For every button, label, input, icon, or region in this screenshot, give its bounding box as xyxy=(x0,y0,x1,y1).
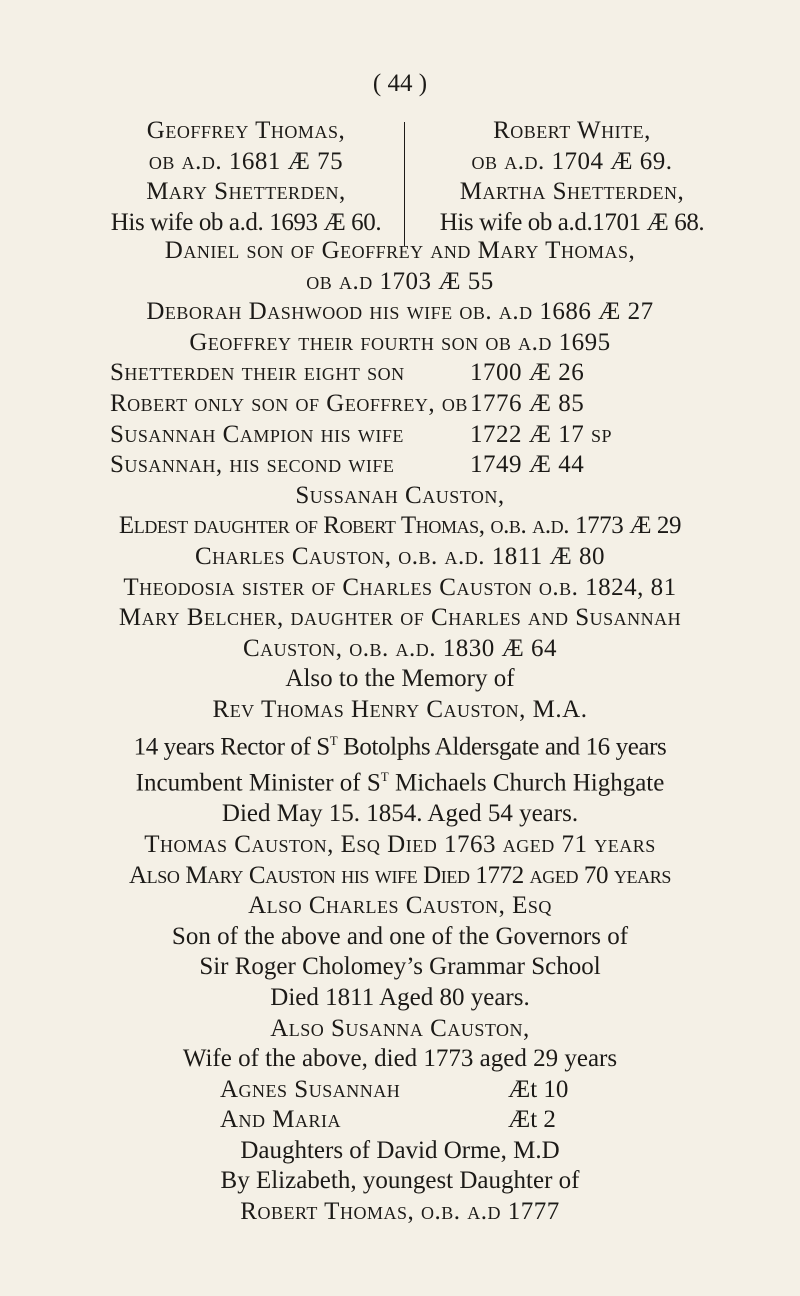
table-value: Æt 2 xyxy=(508,1106,556,1134)
inscription-line: Son of the above and one of the Governors of xyxy=(171,922,629,950)
inscription-line: Geoffrey their fourth son ob a.d 1695 xyxy=(189,328,611,356)
inscription-line: Charles Causton, o.b. a.d. 1811 Æ 80 xyxy=(194,542,606,570)
table-value: 1776 Æ 85 xyxy=(470,389,585,417)
table-row xyxy=(0,1075,800,1106)
inscription-line: Wife of the above, died 1773 aged 29 years xyxy=(182,1045,618,1073)
inscription-line: Daniel son of Geoffrey and Mary Thomas, xyxy=(164,237,636,264)
right-column-line: His wife ob a.d.1701 Æ 68. xyxy=(439,208,705,236)
rector-text-b: Botolphs Aldersgate and 16 years xyxy=(337,732,667,760)
table-value: 1749 Æ 44 xyxy=(470,451,585,479)
inscription-line: By Elizabeth, youngest Daughter of xyxy=(220,1167,580,1195)
inscription-line: Rev Thomas Henry Causton, M.A. xyxy=(212,695,588,723)
table-name: Susannah Campion his wife xyxy=(110,420,404,448)
inscription-line: Died May 15. 1854. Aged 54 years. xyxy=(221,800,579,828)
table-row xyxy=(0,420,800,451)
inscription-line: Causton, o.b. a.d. 1830 Æ 64 xyxy=(242,634,558,662)
table-row xyxy=(0,1105,800,1136)
left-column xyxy=(86,116,406,238)
left-column-line: His wife ob a.d. 1693 Æ 60. xyxy=(110,208,382,236)
right-column-line: Robert White, xyxy=(493,117,651,144)
incumbent-text-b: Michaels Church Highgate xyxy=(388,769,665,797)
left-column-line: Mary Shetterden, xyxy=(146,178,346,206)
table-name: Susannah, his second wife xyxy=(110,451,395,479)
rector-line xyxy=(0,726,800,763)
table-row xyxy=(0,450,800,481)
inscription-line: Died 1811 Aged 80 years. xyxy=(270,983,530,1011)
table-value: 1722 Æ 17 sp xyxy=(470,420,613,448)
table-value: 1700 Æ 26 xyxy=(470,359,585,387)
table-name: Shetterden their eight son xyxy=(110,359,405,387)
left-column-line: Geoffrey Thomas, xyxy=(146,117,346,144)
inscription-line: Also to the Memory of xyxy=(285,665,515,693)
rector-text-a: 14 years Rector of S xyxy=(133,732,330,760)
two-column-header xyxy=(86,116,786,246)
table-row xyxy=(0,358,800,389)
inscription-line: Sussanah Causton, xyxy=(295,481,505,509)
inscription-body xyxy=(0,236,800,1228)
inscription-line: ob a.d 1703 Æ 55 xyxy=(306,267,494,295)
inscription-line: Sir Roger Cholomey’s Grammar School xyxy=(199,953,601,981)
right-column-line: Martha Shetterden, xyxy=(459,178,685,206)
page-number: ( 44 ) xyxy=(372,70,428,97)
table-row xyxy=(0,389,800,420)
left-column-line: ob a.d. 1681 Æ 75 xyxy=(148,147,344,175)
right-column xyxy=(402,116,742,238)
table-value: Æt 10 xyxy=(508,1075,569,1103)
inscription-line: Theodosia sister of Charles Causton o.b. 1824, 81 xyxy=(123,573,677,601)
table-name: And Maria xyxy=(220,1106,342,1134)
inscription-line: Also Charles Causton, Esq xyxy=(248,892,552,920)
incumbent-superscript: T xyxy=(380,769,389,785)
inscription-line: Also Mary Causton his wife Died 1772 aged 70 years xyxy=(129,861,671,889)
incumbent-text-a: Incumbent Minister of S xyxy=(135,769,381,797)
inscription-line: Also Susanna Causton, xyxy=(270,1014,530,1042)
rector-superscript: T xyxy=(329,732,338,748)
inscription-line: Robert Thomas, o.b. a.d 1777 xyxy=(240,1198,560,1226)
inscription-line: Deborah Dashwood his wife ob. a.d 1686 Æ 27 xyxy=(146,298,654,326)
inscription-line: Thomas Causton, Esq Died 1763 aged 71 years xyxy=(144,830,656,858)
inscription-line: Daughters of David Orme, M.D xyxy=(240,1136,560,1164)
right-column-line: ob a.d. 1704 Æ 69. xyxy=(471,147,673,175)
table-name: Agnes Susannah xyxy=(220,1075,401,1103)
table-name: Robert only son of Geoffrey, ob xyxy=(110,389,468,417)
inscription-line: Eldest daughter of Robert Thomas, o.b. a.d. 1773 Æ 29 xyxy=(118,512,682,540)
incumbent-line xyxy=(0,762,800,799)
inscription-line: Mary Belcher, daughter of Charles and Susannah xyxy=(118,604,682,632)
